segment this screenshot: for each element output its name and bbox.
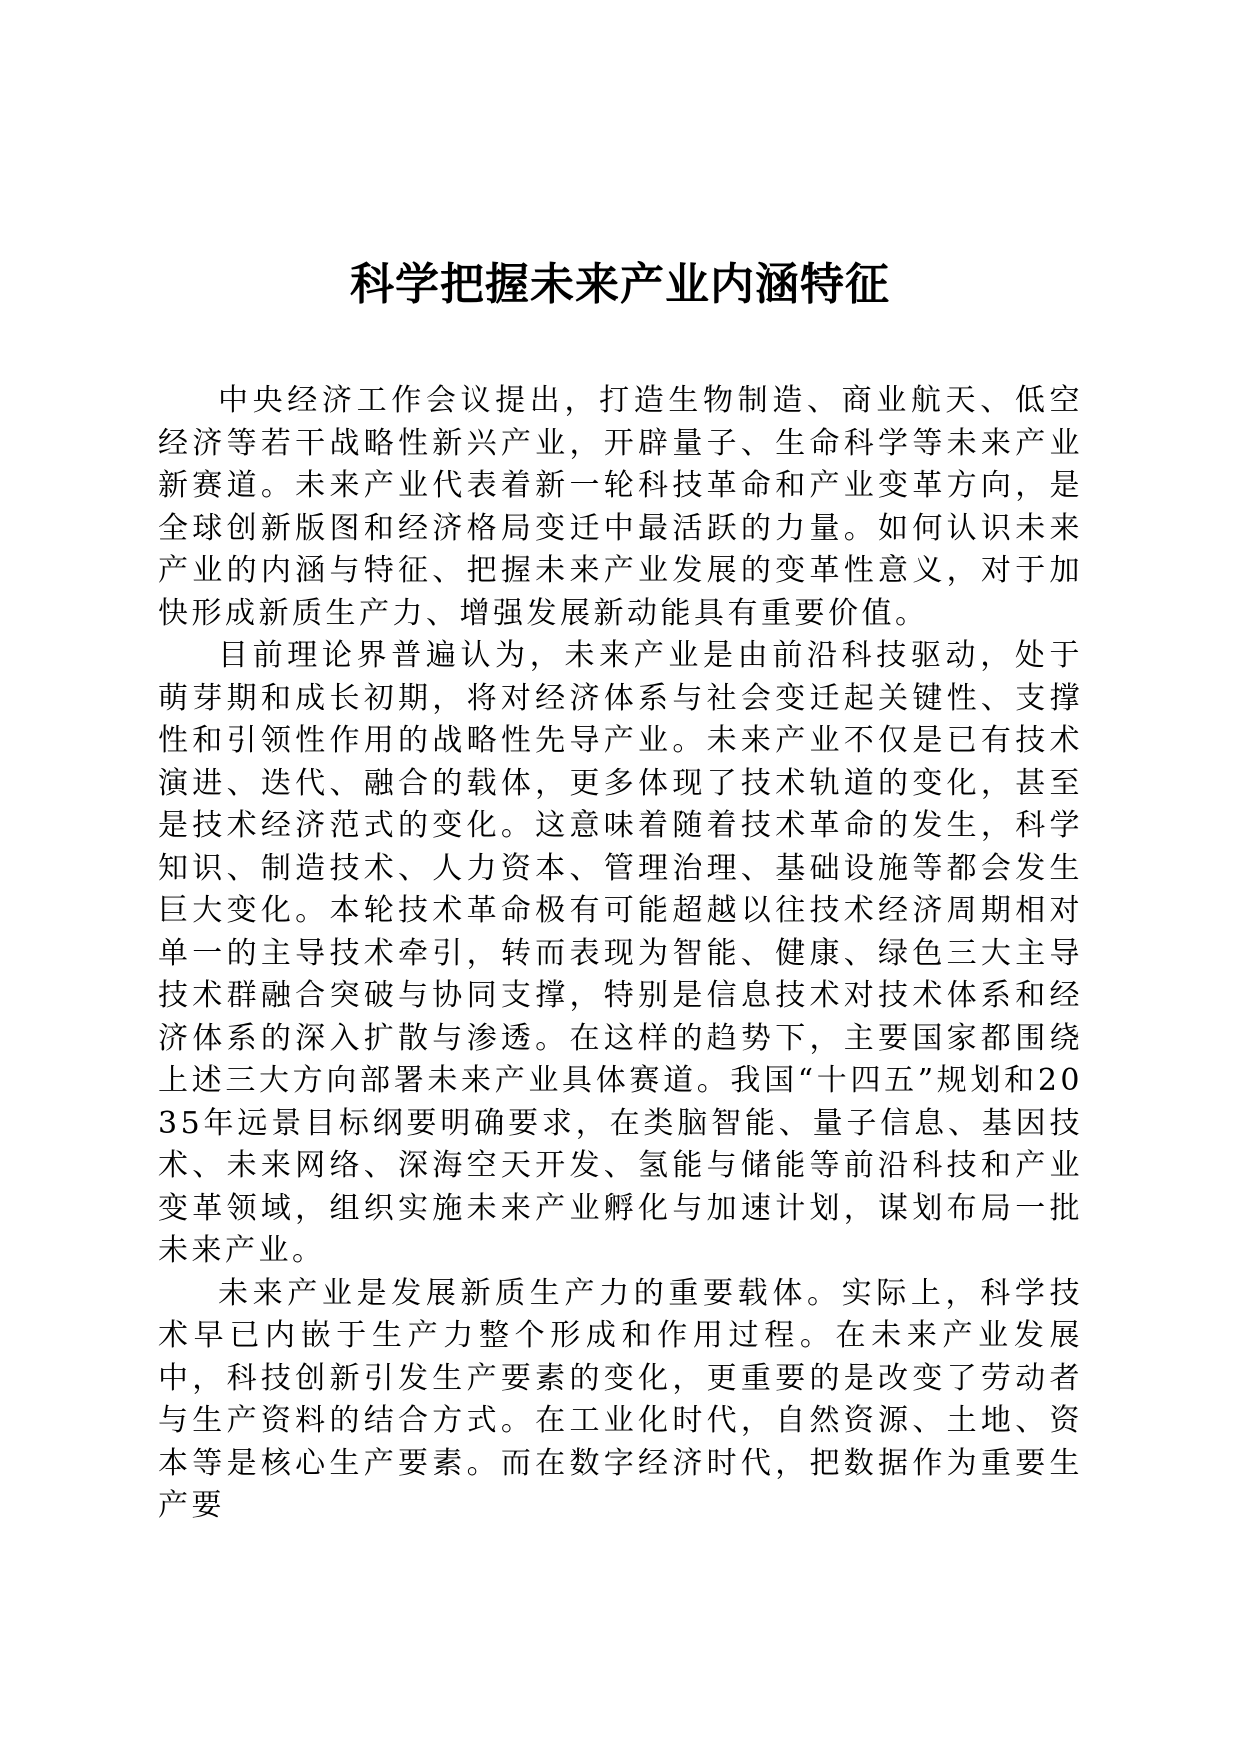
paragraph-3: 未来产业是发展新质生产力的重要载体。实际上，科学技术早已内嵌于生产力整个形成和作用过程。在未来产业发展中，科技创新引发生产要素的变化，更重要的是改变了劳动者与生产资料的结合方式。在工业化时代，自然资源、土地、资本等是核心生产要素。而在数字经济时代，把数据作为重要生产要 bbox=[158, 1275, 1083, 1523]
paragraph-2: 目前理论界普遍认为，未来产业是由前沿科技驱动，处于萌芽期和成长初期，将对经济体系与社会变迁起关键性、支撑性和引领性作用的战略性先导产业。未来产业不仅是已有技术演进、迭代、融合的载体，更多体现了技术轨道的变化，甚至是技术经济范式的变化。这意味着随着技术革命的发生，科学知识、制造技术、人力资本、管理治理、基础设施等都会发生巨大变化。本轮技术革命极有可能超越以往技术经济周期相对单一的主导技术牵引，转而表现为智能、健康、绿色三大主导技术群融合突破与协同支撑，特别是信息技术对技术体系和经济体系的深入扩散与渗透。在这样的趋势下，主要国家都围绕上述三大方向部署未来产业具体赛道。我国“十四五”规划和2035年远景目标纲要明确要求，在类脑智能、量子信息、基因技术、未来网络、深海空天开发、氢能与储能等前沿科技和产业变革领域，组织实施未来产业孵化与加速计划，谋划布局一批未来产业。 bbox=[158, 638, 1083, 1268]
document-title: 科学把握未来产业内涵特征 bbox=[350, 259, 890, 310]
paragraph-1: 中央经济工作会议提出，打造生物制造、商业航天、低空经济等若干战略性新兴产业，开辟量子、生命科学等未来产业新赛道。未来产业代表着新一轮科技革命和产业变革方向，是全球创新版图和经济格局变迁中最活跃的力量。如何认识未来产业的内涵与特征、把握未来产业发展的变革性意义，对于加快形成新质生产力、增强发展新动能具有重要价值。 bbox=[158, 383, 1083, 631]
document-body bbox=[158, 380, 1083, 1528]
